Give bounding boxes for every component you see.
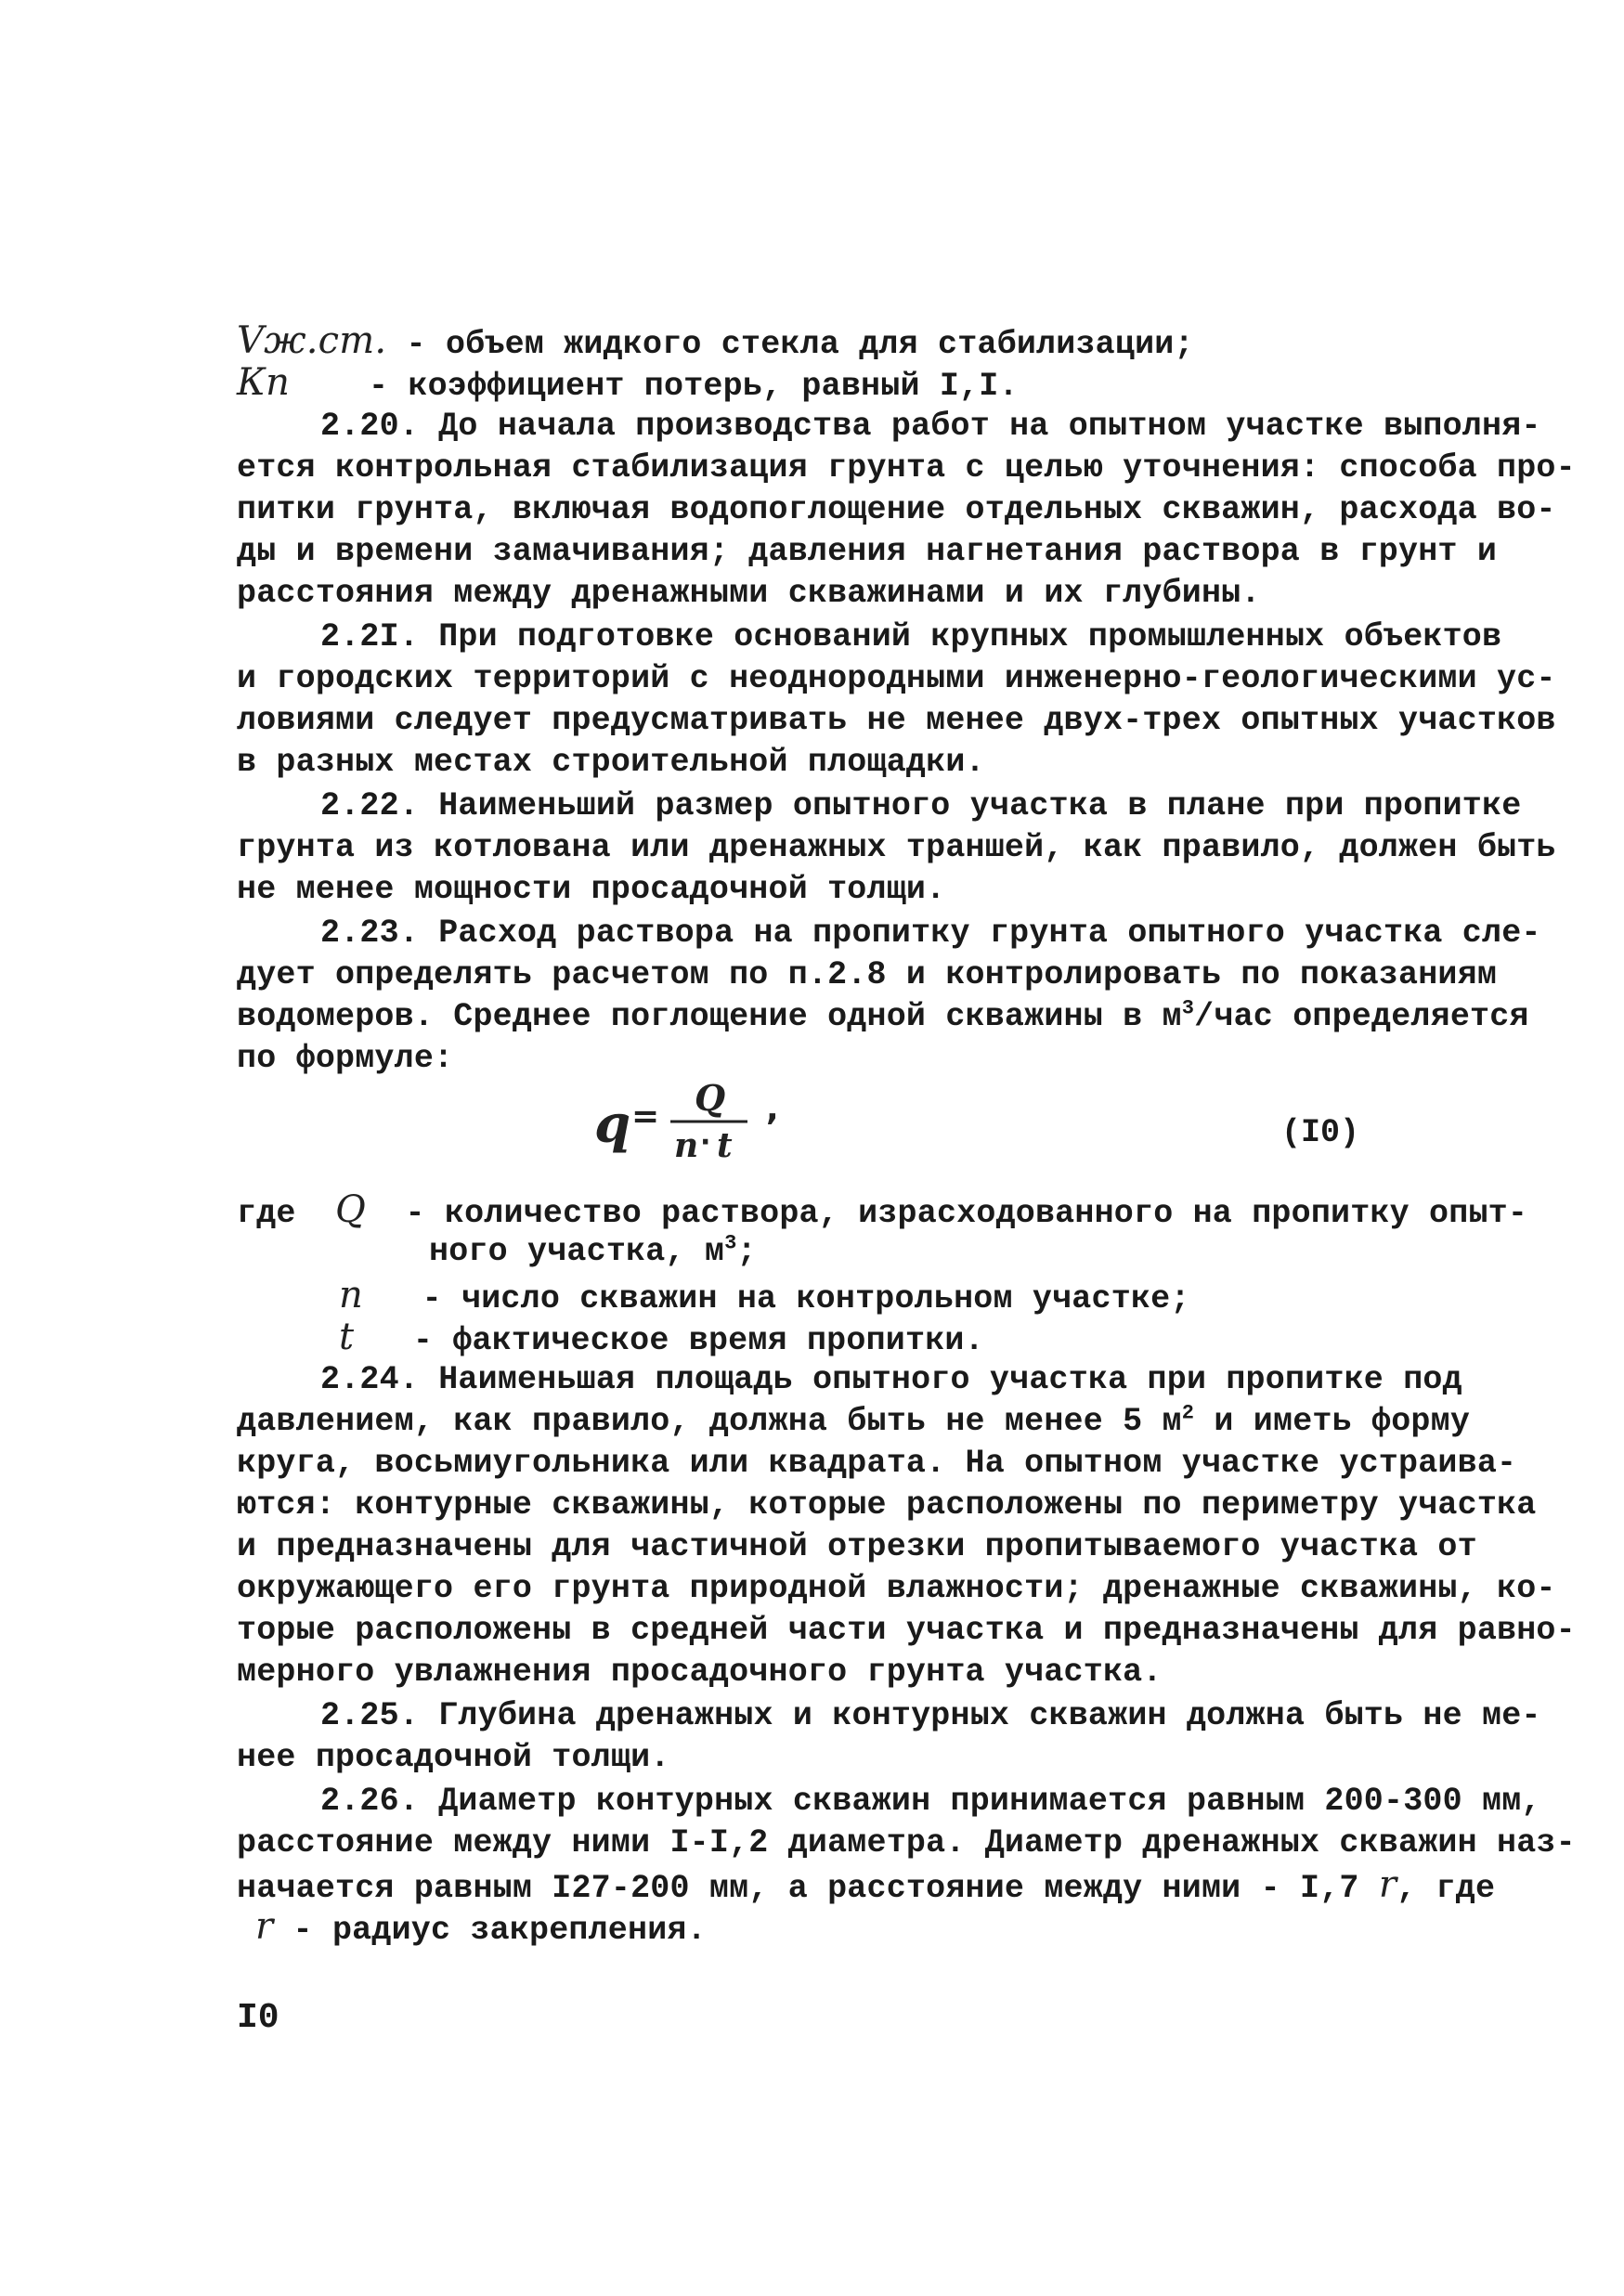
p220-line: питки грунта, включая водопоглощение отдельных скважин, расхода во- (237, 491, 1556, 528)
p224-line: мерного увлажнения просадочного грунта участка. (237, 1654, 1163, 1691)
p225-line: 2.25. Глубина дренажных и контурных скважин должна быть не ме- (320, 1697, 1541, 1734)
p223-line: дует определять расчетом по п.2.8 и контролировать по показаниям (237, 956, 1498, 993)
formula-comma: , (766, 1090, 779, 1128)
formula-q: q (594, 1094, 631, 1155)
p224-line: и предназначены для частичной отрезки пропитываемого участка от (237, 1528, 1477, 1565)
p223-line: по формуле: (237, 1040, 454, 1077)
p226-line: 2.26. Диаметр контурных скважин принимается равным 200-300 мм, (320, 1783, 1541, 1820)
formula-n: n (674, 1126, 699, 1165)
p224-line: окружающего его грунта природной влажности; дренажные скважины, ко- (237, 1570, 1556, 1607)
formula-t: t (717, 1126, 733, 1165)
where-n: n - число скважин на контрольном участке; (339, 1274, 1190, 1317)
p224-line: 2.24. Наименьшая площадь опытного участка при пропитке под (320, 1361, 1462, 1398)
p221-line: в разных местах строительной площадки. (237, 744, 985, 781)
symbol-k-loss: Кп (237, 361, 291, 404)
formula-equals: = (631, 1097, 660, 1135)
page-number: I0 (237, 1998, 279, 2038)
p220-line: ется контрольная стабилизация грунта с целью уточнения: способа про- (237, 449, 1576, 486)
p222-line: не менее мощности просадочной толщи. (237, 871, 946, 908)
where-Q: где Q - количество раствора, израсходованного на пропитку опыт- (237, 1188, 1528, 1232)
p222-line: 2.22. Наименьший размер опытного участка в плане при пропитке (320, 787, 1522, 824)
symbol-v-glass: Vж.ст. (237, 319, 387, 362)
formula-dot: · (700, 1126, 711, 1159)
p223-line: 2.23. Расход раствора на пропитку грунта опытного участка сле- (320, 915, 1541, 952)
definition-v-glass: Vж.ст. - объем жидкого стекла для стабилизации; (237, 319, 1194, 363)
p221-line: ловиями следует предусматривать не менее двух-трех опытных участков (237, 702, 1556, 739)
p224-line: круга, восьмиугольника или квадрата. На опытном участке устраива- (237, 1445, 1517, 1482)
p223-line: водомеров. Среднее поглощение одной скважины в $м^3$/час определяется (237, 996, 1529, 1035)
definition-k-loss: Кп - коэффициент потерь, равный I,I. (237, 361, 1019, 405)
p224-line: ются: контурные скважины, которые расположены по периметру участка (237, 1486, 1537, 1524)
p222-line: грунта из котлована или дренажных траншей, как правило, должен быть (237, 829, 1556, 866)
p220-line: ды и времени замачивания; давления нагнетания раствора в грунт и (237, 533, 1498, 570)
p220-line: 2.20. До начала производства работ на опытном участке выполня- (320, 408, 1541, 445)
p224-line: давлением, как правило, должна быть не менее 5 $м^2$ и иметь форму (237, 1401, 1471, 1440)
p221-line: 2.2I. При подготовке оснований крупных промышленных объектов (320, 618, 1502, 655)
p220-line: расстояния между дренажными скважинами и их глубины. (237, 575, 1261, 612)
p225-line: нее просадочной толщи. (237, 1739, 670, 1776)
formula-10 (594, 1066, 836, 1168)
p226-line: расстояние между ними I-I,2 диаметра. Диаметр дренажных скважин наз- (237, 1824, 1576, 1861)
p226-line: r - радиус закрепления. (255, 1905, 707, 1949)
p224-line: торые расположены в средней части участка и предназначены для равно- (237, 1612, 1576, 1649)
where-t: t - фактическое время пропитки. (339, 1316, 984, 1359)
p221-line: и городских территорий с неоднородными инженерно-геологическими ус- (237, 660, 1556, 697)
formula-number: (I0) (1281, 1114, 1360, 1151)
where-Q-cont: ного участка, $м^3$; (429, 1231, 757, 1270)
p226-line: начается равным I27-200 мм, а расстояние между ними - I,7 r, где (237, 1863, 1496, 1907)
formula-Q: Q (695, 1077, 726, 1119)
